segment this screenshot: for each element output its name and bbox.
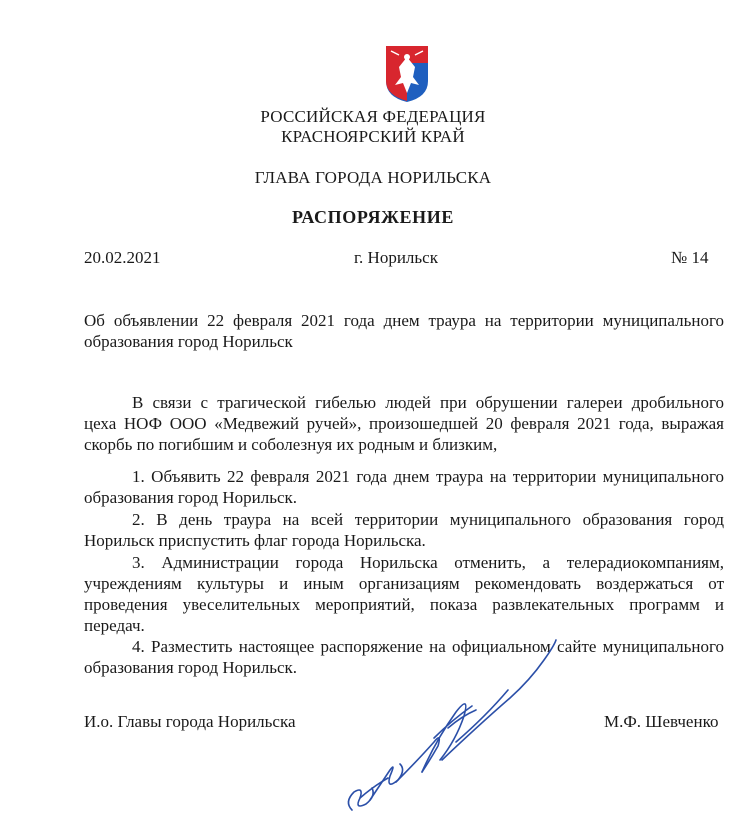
federation-heading: РОССИЙСКАЯ ФЕДЕРАЦИЯ — [260, 107, 486, 126]
region-heading: КРАСНОЯРСКИЙ КРАЙ — [281, 127, 465, 146]
preamble-line-3: скорбь по погибшим и соболезнуя их родным и близким, — [84, 435, 498, 454]
preamble-line-1: В связи с трагической гибелью людей при обрушении галереи дробильного — [132, 393, 724, 412]
signatory-position: И.о. Главы города Норильска — [84, 712, 296, 731]
item-1-line-1: 1. Объявить 22 февраля 2021 года днем траура на территории муниципального — [132, 467, 724, 486]
item-3-line-3: проведения увеселительных мероприятий, показа развлекательных программ и — [84, 595, 724, 614]
item-3-line-1: 3. Администрации города Норильска отменить, а телерадиокомпаниям, — [132, 553, 724, 572]
document-place: г. Норильск — [354, 248, 438, 267]
signatory-name: М.Ф. Шевченко — [604, 712, 719, 731]
item-3-line-2: учреждениям культуры и иным организациям рекомендовать воздержаться от — [84, 574, 724, 593]
subject-line-1: Об объявлении 22 февраля 2021 года днем траура на территории муниципального — [84, 311, 724, 330]
item-4-line-2: образования город Норильск. — [84, 658, 298, 677]
item-4-line-1: 4. Разместить настоящее распоряжение на официальном сайте муниципального — [132, 637, 724, 656]
item-3-line-4: передач. — [84, 616, 145, 635]
handwritten-signature-icon — [330, 620, 570, 825]
authority-heading: ГЛАВА ГОРОДА НОРИЛЬСКА — [254, 168, 492, 187]
document-date: 20.02.2021 — [84, 248, 161, 267]
document-number: № 14 — [671, 248, 709, 267]
item-1-line-2: образования город Норильск. — [84, 488, 298, 507]
subject-line-2: образования город Норильск — [84, 332, 293, 351]
document-type-title: РАСПОРЯЖЕНИЕ — [292, 207, 454, 227]
coat-of-arms-icon — [385, 45, 429, 103]
item-2-line-2: Норильск приспустить флаг города Норильска. — [84, 531, 426, 550]
item-2-line-1: 2. В день траура на всей территории муниципального образования город — [132, 510, 724, 529]
preamble-line-2: цеха НОФ ООО «Медвежий ручей», произошедшей 20 февраля 2021 года, выражая — [84, 414, 724, 433]
